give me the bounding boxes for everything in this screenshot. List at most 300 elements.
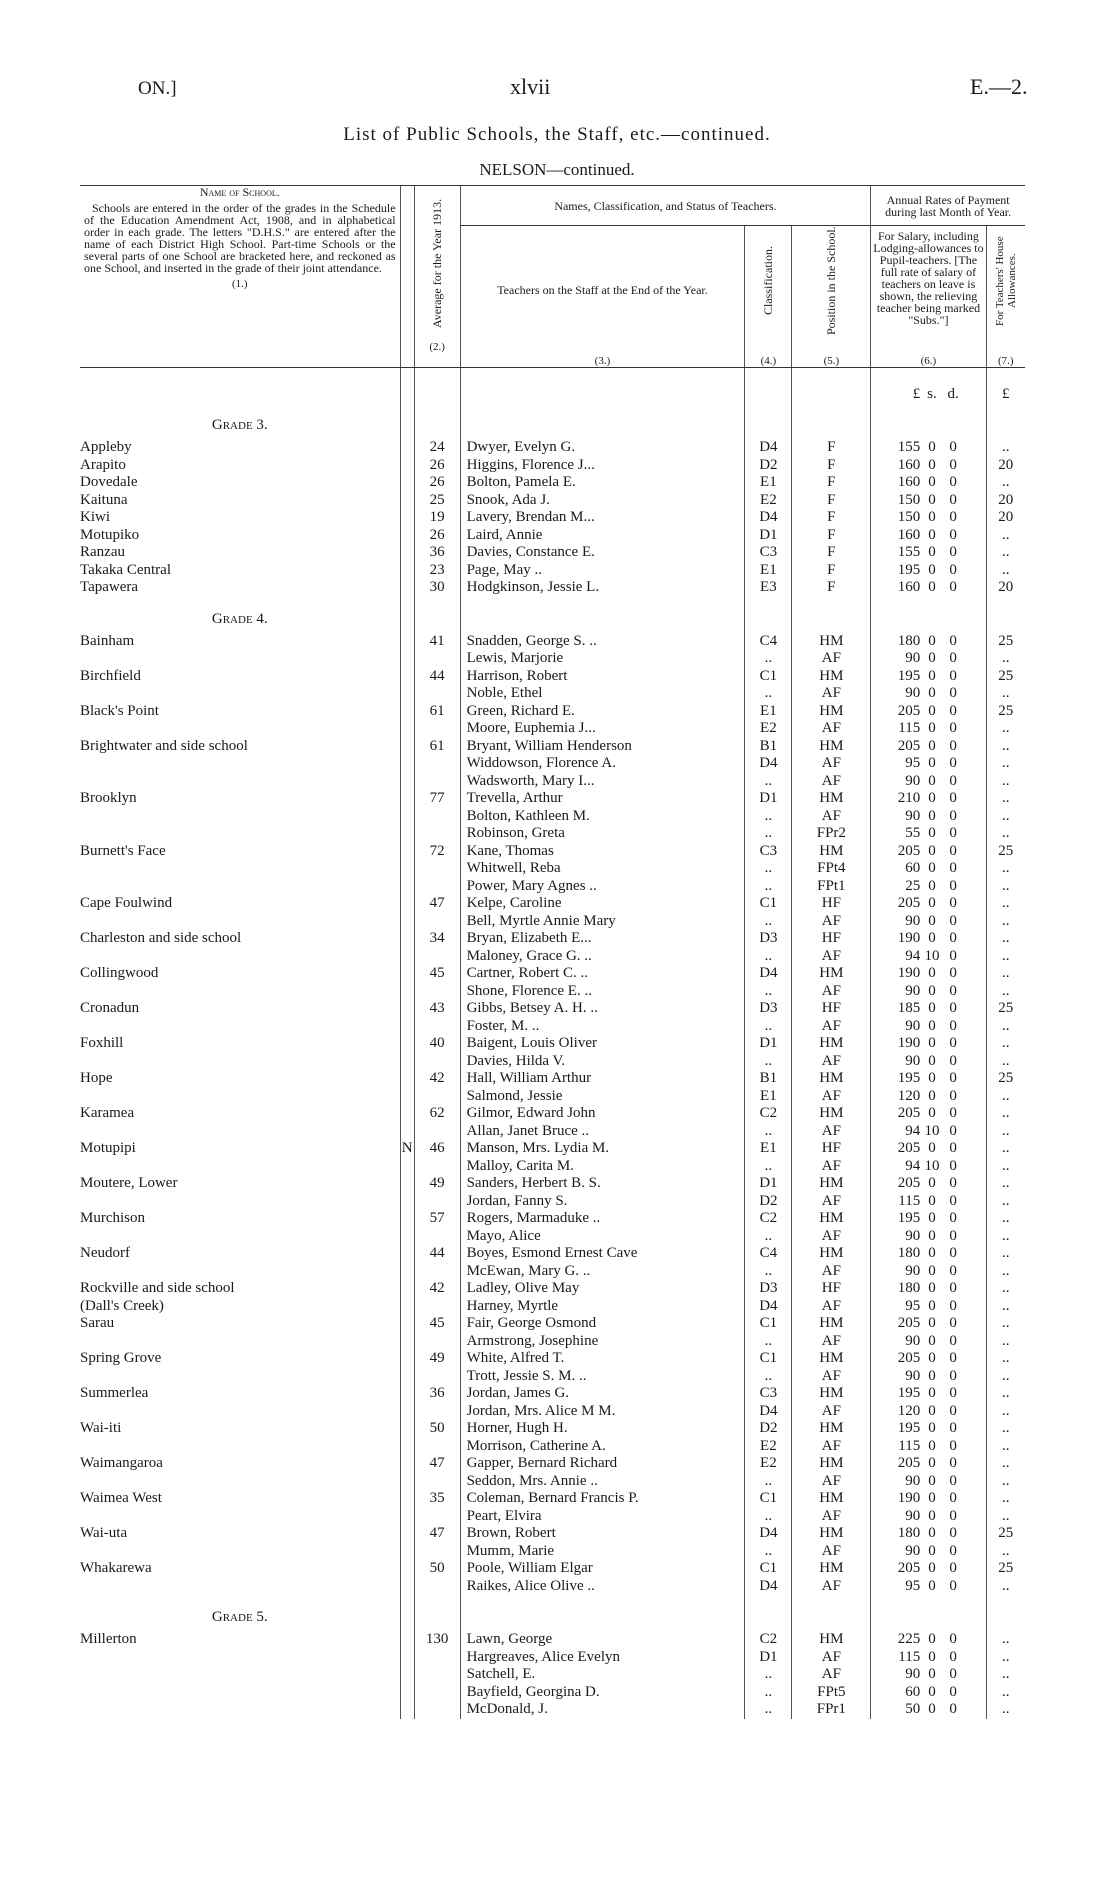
school-name: Ranzau bbox=[80, 544, 125, 560]
house-allowance: .. bbox=[986, 685, 1025, 703]
salary-shillings: 0 bbox=[928, 1631, 936, 1647]
school-name-empty bbox=[80, 1158, 400, 1176]
position: HF bbox=[792, 1280, 871, 1298]
salary-pounds: 90 bbox=[871, 913, 920, 931]
classification: C3 bbox=[745, 1385, 792, 1403]
teacher-name: Snadden, George S. .. bbox=[460, 633, 745, 651]
position: HM bbox=[792, 1210, 871, 1228]
salary-pence: 0 bbox=[949, 632, 957, 649]
average-attendance bbox=[414, 1298, 460, 1316]
bracket-mark bbox=[400, 1315, 414, 1333]
school-name: Charleston and side school bbox=[80, 930, 242, 946]
house-allowance: .. bbox=[986, 439, 1025, 457]
average-attendance: 35 bbox=[414, 1490, 460, 1508]
salary-shillings: 0 bbox=[928, 456, 936, 473]
grade-row bbox=[80, 403, 1025, 439]
salary-shillings: 0 bbox=[928, 930, 936, 946]
salary-pence: 0 bbox=[949, 1683, 957, 1700]
salary-shillings: 0 bbox=[928, 965, 936, 981]
header-col3-group: Names, Classification, and Status of Teachers. bbox=[460, 186, 871, 226]
salary-pounds: 90 bbox=[871, 1666, 920, 1684]
house-allowance: .. bbox=[986, 650, 1025, 668]
page-subtitle: NELSON—continued. bbox=[479, 160, 635, 179]
salary-shillings: 0 bbox=[928, 1245, 936, 1261]
header-col2: Average for the Year 1913. bbox=[430, 198, 445, 329]
position: HM bbox=[792, 1350, 871, 1368]
grade-heading: Grade 4. bbox=[211, 610, 268, 627]
classification: .. bbox=[745, 825, 792, 843]
teacher-name: Bryan, Elizabeth E... bbox=[460, 930, 745, 948]
house-allowance: 20 bbox=[986, 492, 1025, 510]
salary-shillings: 0 bbox=[928, 491, 936, 508]
salary-shillings: 0 bbox=[928, 1140, 936, 1156]
table-row bbox=[80, 1333, 1025, 1351]
bracket-mark bbox=[400, 1473, 414, 1491]
header-col1-note: Schools are entered in the order of the grades in the Schedule of the Education Amendment Act, 1908, and in alphabetical order in each grade. The letters "D.H.S." are entered after the name of each District High School. Part-time Schools or the several parts of one School are bracketed here, and reckoned as one School, and inserted in the grade of their joint attendance. bbox=[84, 201, 396, 275]
bracket-mark bbox=[400, 633, 414, 651]
salary-pounds: 195 bbox=[871, 1385, 920, 1403]
bracket-mark bbox=[400, 1298, 414, 1316]
page-title: List of Public Schools, the Staff, etc.—continued. bbox=[343, 124, 771, 145]
position: F bbox=[792, 527, 871, 545]
teacher-name: Kane, Thomas bbox=[460, 843, 745, 861]
salary-pence: 0 bbox=[949, 1455, 957, 1471]
salary-pence: 0 bbox=[949, 1087, 957, 1104]
school-name-empty bbox=[80, 1473, 400, 1491]
school-name: Millerton bbox=[80, 1631, 137, 1647]
teacher-name: McEwan, Mary G. .. bbox=[460, 1263, 745, 1281]
salary-shillings: 0 bbox=[928, 807, 936, 824]
salary-shillings: 0 bbox=[928, 1455, 936, 1471]
teacher-name: Mumm, Marie bbox=[460, 1543, 745, 1561]
table-row bbox=[80, 1543, 1025, 1561]
salary-shillings: 0 bbox=[928, 1297, 936, 1314]
classification: .. bbox=[745, 983, 792, 1001]
bracket-mark bbox=[400, 579, 414, 597]
teacher-name: Bayfield, Georgina D. bbox=[460, 1684, 745, 1702]
school-name: Burnett's Face bbox=[80, 842, 166, 859]
bracket-mark bbox=[400, 930, 414, 948]
school-name: Appleby bbox=[80, 439, 132, 455]
school-name: Cape Foulwind bbox=[80, 895, 173, 911]
bracket-mark bbox=[400, 668, 414, 686]
bracket-mark bbox=[400, 527, 414, 545]
bracket-mark bbox=[400, 1035, 414, 1053]
bracket-mark bbox=[400, 983, 414, 1001]
salary-pence: 0 bbox=[949, 1210, 957, 1226]
position: AF bbox=[792, 1473, 871, 1491]
teacher-name: Ladley, Olive May bbox=[460, 1280, 745, 1298]
table-row bbox=[80, 703, 1025, 721]
salary-pence: 0 bbox=[949, 1175, 957, 1191]
salary-shillings: 0 bbox=[928, 1332, 936, 1349]
average-attendance: 77 bbox=[414, 790, 460, 808]
bracket-mark bbox=[400, 1490, 414, 1508]
position: AF bbox=[792, 1333, 871, 1351]
position: HM bbox=[792, 1455, 871, 1473]
salary-pence: 0 bbox=[949, 1542, 957, 1559]
house-allowance: .. bbox=[986, 948, 1025, 966]
salary-pounds: 160 bbox=[871, 579, 920, 597]
salary-shillings: 0 bbox=[928, 474, 936, 490]
salary-pounds: 50 bbox=[871, 1701, 920, 1719]
salary-pence: 0 bbox=[949, 1052, 957, 1069]
salary-pence: 0 bbox=[949, 720, 957, 736]
salary-pence: 0 bbox=[949, 1648, 957, 1665]
header-num-2: (2.) bbox=[429, 341, 445, 353]
position: F bbox=[792, 474, 871, 492]
salary-pence: 0 bbox=[949, 772, 957, 789]
salary-pounds: 180 bbox=[871, 633, 920, 651]
salary-pence: 0 bbox=[949, 1525, 957, 1541]
salary-shillings: 0 bbox=[928, 1560, 936, 1576]
school-name-empty bbox=[80, 1578, 400, 1596]
position: AF bbox=[792, 1368, 871, 1386]
salary-shillings: 0 bbox=[928, 1192, 936, 1209]
position: HM bbox=[792, 1070, 871, 1088]
position: HM bbox=[792, 1315, 871, 1333]
pence-heading: d. bbox=[947, 385, 959, 402]
house-allowance: .. bbox=[986, 1245, 1025, 1263]
salary-pence: 0 bbox=[949, 1192, 957, 1209]
salary-pounds: 120 bbox=[871, 1403, 920, 1421]
salary-pence: 0 bbox=[949, 439, 957, 455]
position: HM bbox=[792, 703, 871, 721]
position: HF bbox=[792, 1000, 871, 1018]
header-average bbox=[414, 186, 460, 368]
house-allowance: .. bbox=[986, 773, 1025, 791]
bracket-mark bbox=[400, 650, 414, 668]
house-allowance: .. bbox=[986, 790, 1025, 808]
teacher-name: Lavery, Brendan M... bbox=[460, 509, 745, 527]
classification: D1 bbox=[745, 790, 792, 808]
house-allowance: .. bbox=[986, 1684, 1025, 1702]
average-attendance: 42 bbox=[414, 1070, 460, 1088]
position: AF bbox=[792, 1158, 871, 1176]
house-allowance: 25 bbox=[986, 1070, 1025, 1088]
salary-pence: 0 bbox=[949, 1105, 957, 1121]
salary-pence: 0 bbox=[949, 667, 957, 684]
salary-pounds: 195 bbox=[871, 562, 920, 580]
average-attendance bbox=[414, 1088, 460, 1106]
teacher-name: Gibbs, Betsey A. H. .. bbox=[460, 1000, 745, 1018]
salary-shillings: 10 bbox=[924, 1122, 940, 1139]
salary-pounds: 205 bbox=[871, 1455, 920, 1473]
teacher-name: Mayo, Alice bbox=[460, 1228, 745, 1246]
table-row bbox=[80, 895, 1025, 913]
house-allowance: 25 bbox=[986, 1525, 1025, 1543]
salary-shillings: 0 bbox=[928, 1666, 936, 1682]
classification: D4 bbox=[745, 1525, 792, 1543]
school-name: Black's Point bbox=[80, 702, 159, 719]
salary-shillings: 0 bbox=[928, 1210, 936, 1226]
grade-row bbox=[80, 597, 1025, 633]
classification: D4 bbox=[745, 755, 792, 773]
teacher-name: Davies, Constance E. bbox=[460, 544, 745, 562]
school-name: Tapawera bbox=[80, 579, 139, 595]
salary-shillings: 0 bbox=[928, 509, 936, 525]
salary-pence: 0 bbox=[949, 1245, 957, 1261]
house-allowance: .. bbox=[986, 1175, 1025, 1193]
classification: .. bbox=[745, 1368, 792, 1386]
salary-shillings: 0 bbox=[928, 842, 936, 859]
average-attendance: 50 bbox=[414, 1420, 460, 1438]
salary-shillings: 0 bbox=[928, 1000, 936, 1016]
teacher-name: Coleman, Bernard Francis P. bbox=[460, 1490, 745, 1508]
salary-pence: 0 bbox=[949, 930, 957, 946]
salary-shillings: 0 bbox=[928, 772, 936, 789]
bracket-mark bbox=[400, 1263, 414, 1281]
table-row bbox=[80, 527, 1025, 545]
classification: .. bbox=[745, 1053, 792, 1071]
position: HM bbox=[792, 633, 871, 651]
school-name: Takaka Central bbox=[80, 561, 171, 578]
salary-pounds: 160 bbox=[871, 474, 920, 492]
teacher-name: Foster, M. .. bbox=[460, 1018, 745, 1036]
salary-shillings: 0 bbox=[928, 1035, 936, 1051]
salary-pence: 0 bbox=[949, 702, 957, 719]
salary-shillings: 0 bbox=[928, 877, 936, 894]
position: AF bbox=[792, 1018, 871, 1036]
bracket-mark bbox=[400, 1455, 414, 1473]
salary-pence: 0 bbox=[949, 1472, 957, 1489]
bracket-mark bbox=[400, 509, 414, 527]
bracket-mark bbox=[400, 1088, 414, 1106]
salary-shillings: 0 bbox=[928, 825, 936, 841]
salary-pounds: 90 bbox=[871, 1473, 920, 1491]
average-attendance: 40 bbox=[414, 1035, 460, 1053]
bracket-mark bbox=[400, 1543, 414, 1561]
house-allowance: .. bbox=[986, 1508, 1025, 1526]
average-attendance bbox=[414, 1438, 460, 1456]
salary-pounds: 155 bbox=[871, 439, 920, 457]
classification: D1 bbox=[745, 1035, 792, 1053]
table-row bbox=[80, 878, 1025, 896]
house-allowance: .. bbox=[986, 895, 1025, 913]
salary-shillings: 0 bbox=[928, 1420, 936, 1436]
salary-shillings: 0 bbox=[928, 720, 936, 736]
house-allowance: .. bbox=[986, 1403, 1025, 1421]
school-name: Summerlea bbox=[80, 1385, 149, 1401]
school-name-empty bbox=[80, 860, 400, 878]
position: FPt1 bbox=[792, 878, 871, 896]
classification: .. bbox=[745, 1333, 792, 1351]
school-name: Moutere, Lower bbox=[80, 1175, 178, 1191]
average-attendance bbox=[414, 1228, 460, 1246]
house-allowance: .. bbox=[986, 1350, 1025, 1368]
classification: D4 bbox=[745, 965, 792, 983]
classification: .. bbox=[745, 1701, 792, 1719]
bracket-mark bbox=[400, 703, 414, 721]
teacher-name: Bell, Myrtle Annie Mary bbox=[460, 913, 745, 931]
salary-shillings: 0 bbox=[928, 1105, 936, 1121]
salary-pounds: 225 bbox=[871, 1631, 920, 1649]
bracket-mark bbox=[400, 895, 414, 913]
salary-pounds: 115 bbox=[871, 1438, 920, 1456]
classification: .. bbox=[745, 808, 792, 826]
salary-pence: 0 bbox=[949, 1385, 957, 1401]
salary-pence: 0 bbox=[949, 1315, 957, 1331]
classification: E2 bbox=[745, 1438, 792, 1456]
teacher-name: Harney, Myrtle bbox=[460, 1298, 745, 1316]
salary-pounds: 150 bbox=[871, 509, 920, 527]
average-attendance bbox=[414, 755, 460, 773]
school-name-empty bbox=[80, 1053, 400, 1071]
position: FPt4 bbox=[792, 860, 871, 878]
table-row bbox=[80, 474, 1025, 492]
school-name: Hope bbox=[80, 1070, 113, 1086]
position: F bbox=[792, 492, 871, 510]
table-row bbox=[80, 1473, 1025, 1491]
table-row bbox=[80, 1438, 1025, 1456]
salary-shillings: 0 bbox=[928, 1507, 936, 1524]
average-attendance: 41 bbox=[414, 633, 460, 651]
school-name: Brightwater and side school bbox=[80, 737, 248, 754]
salary-pounds: 94 bbox=[871, 948, 920, 966]
school-name: Sarau bbox=[80, 1315, 115, 1331]
bracket-mark bbox=[400, 1684, 414, 1702]
table-row bbox=[80, 1140, 1025, 1158]
house-allowance: .. bbox=[986, 1438, 1025, 1456]
salary-pounds: 150 bbox=[871, 492, 920, 510]
position: HM bbox=[792, 1105, 871, 1123]
salary-pounds: 25 bbox=[871, 878, 920, 896]
page-header-right: E.—2. bbox=[970, 74, 1028, 99]
salary-pounds: 90 bbox=[871, 1228, 920, 1246]
school-name-empty bbox=[80, 1701, 400, 1719]
bracket-mark bbox=[400, 1368, 414, 1386]
table-row bbox=[80, 1000, 1025, 1018]
position: FPr2 bbox=[792, 825, 871, 843]
classification: E1 bbox=[745, 562, 792, 580]
salary-pence: 0 bbox=[949, 965, 957, 981]
salary-pounds: 205 bbox=[871, 1560, 920, 1578]
table-row bbox=[80, 1455, 1025, 1473]
salary-pounds: 95 bbox=[871, 755, 920, 773]
house-allowance: 20 bbox=[986, 579, 1025, 597]
salary-pounds: 160 bbox=[871, 457, 920, 475]
teacher-name: White, Alfred T. bbox=[460, 1350, 745, 1368]
salary-pounds: 185 bbox=[871, 1000, 920, 1018]
classification: .. bbox=[745, 1263, 792, 1281]
average-attendance: 49 bbox=[414, 1175, 460, 1193]
salary-shillings: 0 bbox=[928, 526, 936, 543]
bracket-mark bbox=[400, 1158, 414, 1176]
average-attendance bbox=[414, 685, 460, 703]
house-allowance: .. bbox=[986, 983, 1025, 1001]
average-attendance bbox=[414, 1158, 460, 1176]
school-name: Brooklyn bbox=[80, 790, 137, 806]
average-attendance bbox=[414, 808, 460, 826]
salary-shillings: 0 bbox=[928, 1385, 936, 1401]
school-name: Spring Grove bbox=[80, 1350, 162, 1366]
bracket-mark bbox=[400, 825, 414, 843]
header-num-6: (6.) bbox=[920, 355, 937, 367]
salary-pence: 0 bbox=[949, 456, 957, 473]
average-attendance bbox=[414, 1684, 460, 1702]
salary-shillings: 0 bbox=[928, 737, 936, 754]
salary-pounds: 190 bbox=[871, 1035, 920, 1053]
teacher-name: Peart, Elvira bbox=[460, 1508, 745, 1526]
bracket-mark bbox=[400, 1649, 414, 1667]
table-row bbox=[80, 439, 1025, 457]
salary-pounds: 180 bbox=[871, 1245, 920, 1263]
teacher-name: Morrison, Catherine A. bbox=[460, 1438, 745, 1456]
teacher-name: Widdowson, Florence A. bbox=[460, 755, 745, 773]
house-allowance: .. bbox=[986, 1053, 1025, 1071]
average-attendance: 19 bbox=[414, 509, 460, 527]
salary-pence: 0 bbox=[949, 912, 957, 929]
average-attendance bbox=[414, 948, 460, 966]
average-attendance: 46 bbox=[414, 1140, 460, 1158]
salary-pounds: 95 bbox=[871, 1298, 920, 1316]
bracket-mark bbox=[400, 1560, 414, 1578]
grade-heading: Grade 5. bbox=[211, 1609, 268, 1625]
bracket-mark bbox=[400, 685, 414, 703]
house-allowance: .. bbox=[986, 825, 1025, 843]
classification: D4 bbox=[745, 439, 792, 457]
header-num-3: (3.) bbox=[594, 355, 611, 367]
school-name-empty bbox=[80, 825, 400, 843]
classification: C2 bbox=[745, 1631, 792, 1649]
position: AF bbox=[792, 1543, 871, 1561]
teacher-name: Robinson, Greta bbox=[460, 825, 745, 843]
salary-pence: 0 bbox=[949, 1350, 957, 1366]
house-allowance: .. bbox=[986, 544, 1025, 562]
average-attendance: 61 bbox=[414, 703, 460, 721]
average-attendance bbox=[414, 1053, 460, 1071]
average-attendance bbox=[414, 913, 460, 931]
table-row bbox=[80, 930, 1025, 948]
bracket-mark bbox=[400, 755, 414, 773]
salary-shillings: 0 bbox=[928, 1087, 936, 1104]
house-allowance: .. bbox=[986, 1578, 1025, 1596]
salary-shillings: 0 bbox=[928, 561, 936, 578]
classification: D4 bbox=[745, 509, 792, 527]
teacher-name: Noble, Ethel bbox=[460, 685, 745, 703]
teacher-name: Sanders, Herbert B. S. bbox=[460, 1175, 745, 1193]
header-col7: For Teachers' House Allowances. bbox=[993, 236, 1018, 326]
bracket-mark bbox=[400, 738, 414, 756]
salary-pence: 0 bbox=[949, 491, 957, 508]
teacher-name: Gapper, Bernard Richard bbox=[460, 1455, 745, 1473]
salary-pounds: 190 bbox=[871, 1490, 920, 1508]
school-name: Collingwood bbox=[80, 965, 159, 981]
teacher-name: Poole, William Elgar bbox=[460, 1560, 745, 1578]
teacher-name: Bolton, Pamela E. bbox=[460, 474, 745, 492]
average-attendance bbox=[414, 1649, 460, 1667]
position: AF bbox=[792, 983, 871, 1001]
house-allowance: 20 bbox=[986, 509, 1025, 527]
table-row bbox=[80, 1035, 1025, 1053]
salary-shillings: 0 bbox=[928, 544, 936, 560]
average-attendance: 36 bbox=[414, 1385, 460, 1403]
salary-pounds: 90 bbox=[871, 685, 920, 703]
header-position bbox=[792, 226, 871, 368]
classification: C4 bbox=[745, 633, 792, 651]
school-name-empty bbox=[80, 1543, 400, 1561]
position: F bbox=[792, 509, 871, 527]
teacher-name: Jordan, James G. bbox=[460, 1385, 745, 1403]
salary-pounds: 205 bbox=[871, 738, 920, 756]
salary-pounds: 205 bbox=[871, 703, 920, 721]
position: HM bbox=[792, 1245, 871, 1263]
table-row bbox=[80, 1490, 1025, 1508]
table-row bbox=[80, 1649, 1025, 1667]
school-name-empty bbox=[80, 1228, 400, 1246]
school-name: (Dall's Creek) bbox=[80, 1297, 164, 1314]
position: HM bbox=[792, 790, 871, 808]
